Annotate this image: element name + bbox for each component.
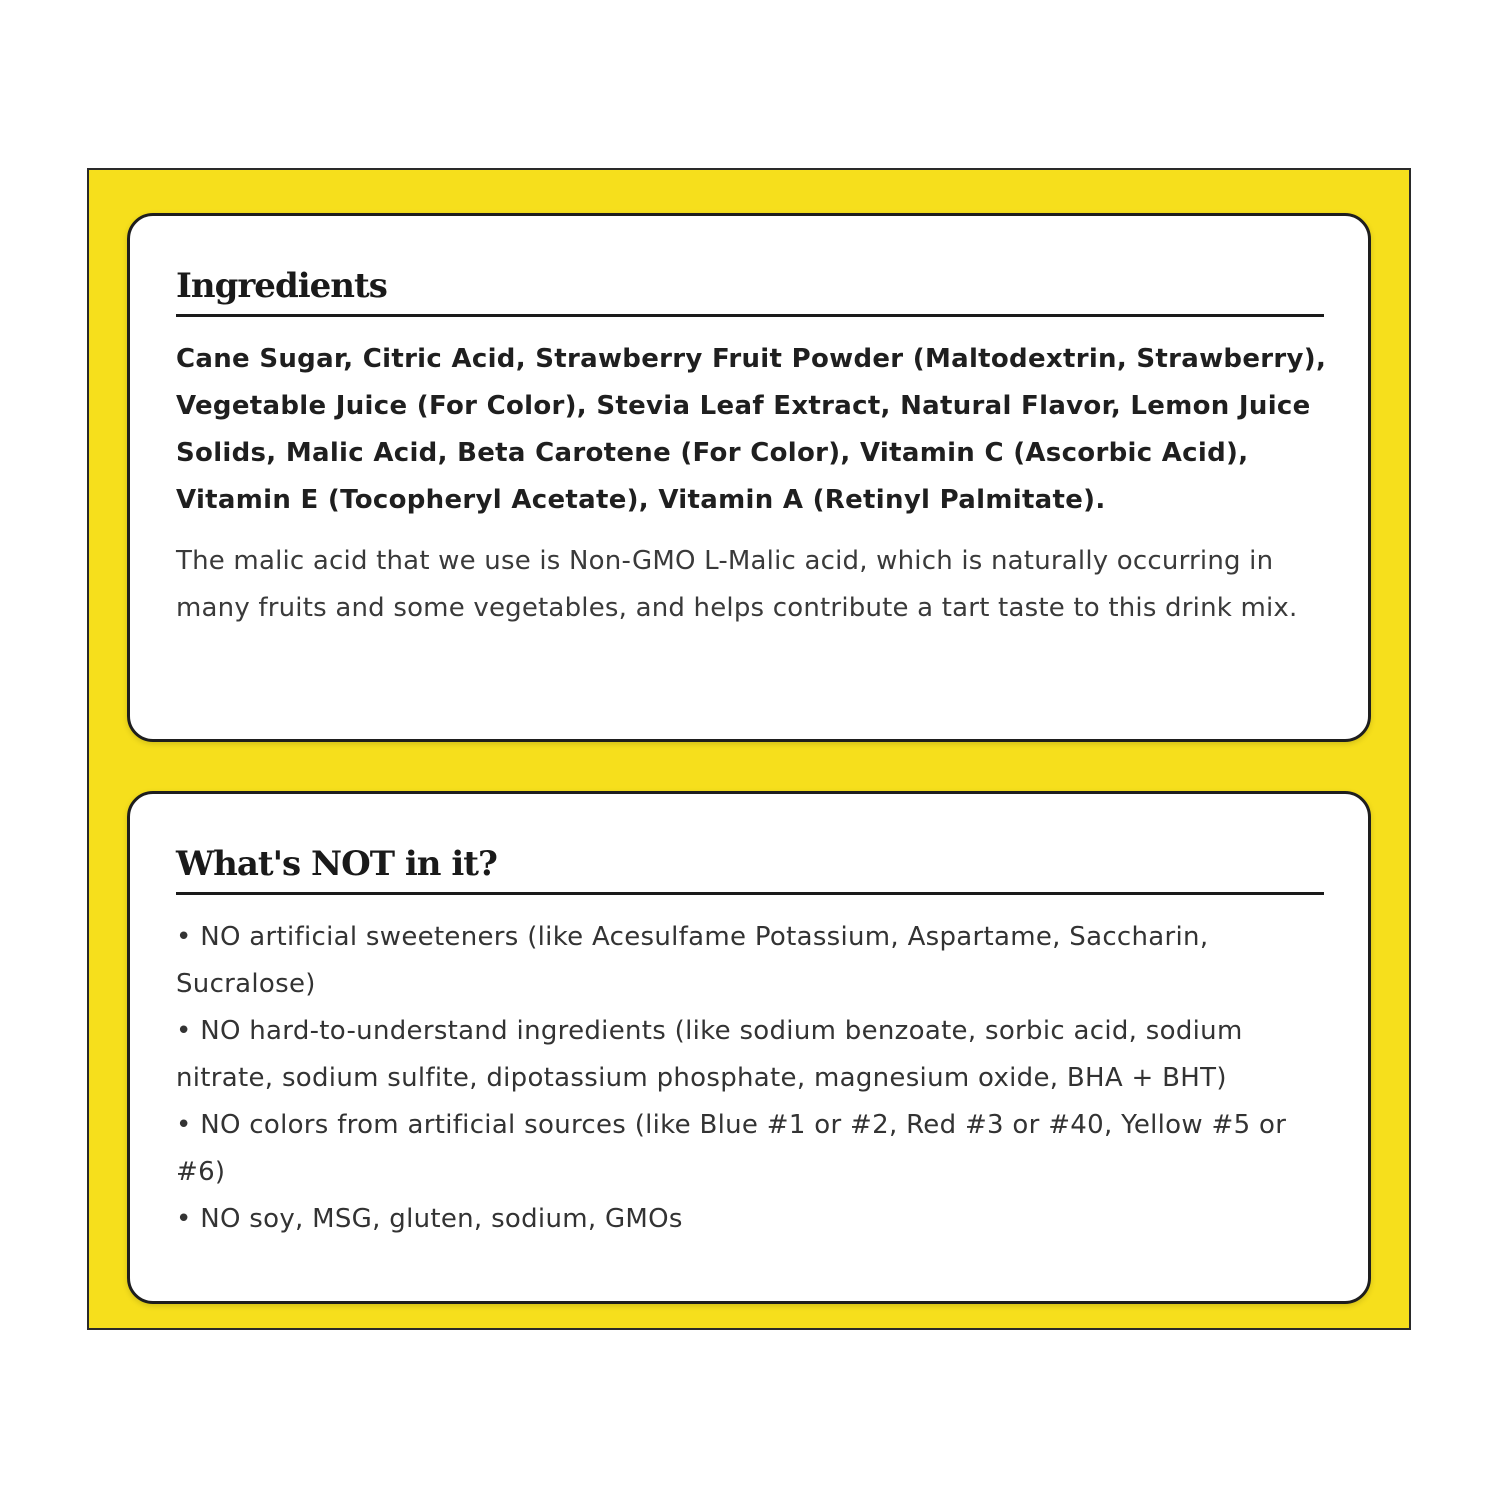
not-in-it-item-colors: • NO colors from artificial sources (like Blue #1 or #2, Red #3 or #40, Yellow #5 or #6) — [176, 1110, 1287, 1187]
ingredients-title: Ingredients — [176, 266, 387, 306]
not-in-it-title: What's NOT in it? — [176, 844, 497, 884]
not-in-it-item-allergens: • NO soy, MSG, gluten, sodium, GMOs — [176, 1204, 683, 1234]
not-in-it-item-ingredients: • NO hard-to-understand ingredients (like sodium benzoate, sorbic acid, sodium nitrate, sodium sulfite, dipotassium phosphate, magnesium oxide, BHA + BHT) — [176, 1016, 1243, 1093]
not-in-it-body — [176, 914, 1336, 1243]
ingredients-divider — [176, 314, 1324, 317]
not-in-it-item-sweeteners: • NO artificial sweeteners (like Acesulfame Potassium, Aspartame, Saccharin, Sucralose) — [176, 922, 1209, 999]
not-in-it-divider — [176, 892, 1324, 895]
not-in-it-list — [176, 914, 1336, 1243]
ingredients-card — [127, 213, 1371, 742]
ingredients-body — [176, 336, 1336, 632]
malic-acid-note: The malic acid that we use is Non-GMO L-Malic acid, which is naturally occurring in many fruits and some vegetables, and helps contribute a tart taste to this drink mix. — [176, 546, 1298, 623]
not-in-it-card — [127, 791, 1371, 1304]
ingredients-list: Cane Sugar, Citric Acid, Strawberry Fruit Powder (Maltodextrin, Strawberry), Vegetable Juice (For Color), Stevia Leaf Extract, Natural Flavor, Lemon Juice Solids, Malic Acid, Beta Carotene (For Color), Vitamin C (Ascorbic Acid), Vitamin E (Tocopheryl Acetate), Vitamin A (Retinyl Palmitate). — [176, 344, 1327, 515]
